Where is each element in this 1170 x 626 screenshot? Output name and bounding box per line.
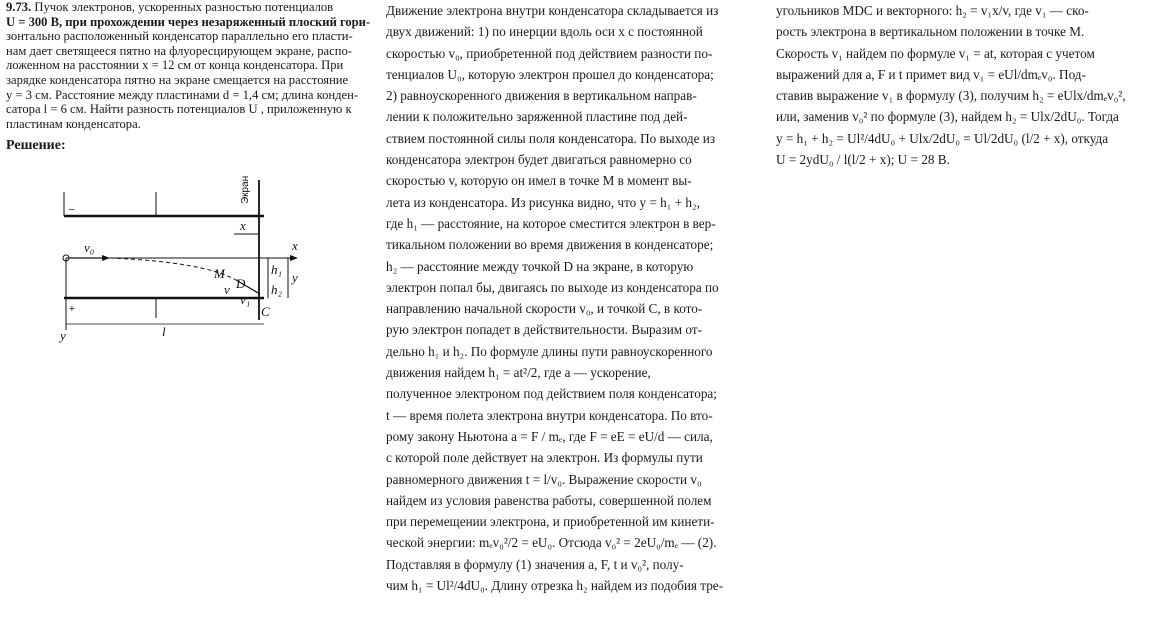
c2-line-15: рую электрон попадет в действительности. Выразим от- xyxy=(386,322,702,338)
solution-text-2 xyxy=(776,0,1164,170)
problem-line-3: зонтально расположенный конденсатор параллельно его пласти- xyxy=(6,29,353,44)
minus-sign: – xyxy=(69,204,75,215)
capacitor-diagram xyxy=(54,170,344,345)
v0-label: v₀ xyxy=(84,240,95,255)
screen-label: Экран xyxy=(240,175,251,204)
c2-line-24: при перемещении электрона, и приобретенной им кинети- xyxy=(386,514,715,530)
c2-line-13: электрон попал бы, двигаясь по выходе из конденсатора по xyxy=(386,279,719,295)
l-label: l xyxy=(162,324,166,339)
point-c-label: C xyxy=(261,304,270,319)
c2-line-3: тенциалов U₀, которую электрон прошел до конденсатора; xyxy=(386,66,714,82)
point-m-label: M xyxy=(214,266,225,281)
c2-line-10: где h₁ — расстояние, на которое сместится электрон в вер- xyxy=(386,215,716,231)
solution-column-1 xyxy=(386,0,758,596)
c2-line-22: равномерного движения t = l/v₀. Выражение скорости v₀ xyxy=(386,471,702,487)
c3-line-7: U = 2ydU₀ / l(l/2 + x); U = 28 В. xyxy=(776,152,950,168)
h1-label: h₁ xyxy=(271,262,283,277)
c2-line-11: тикальном положении во время движения в конденсаторе; xyxy=(386,237,714,253)
c3-line-0: угольников MDC и векторного: h₂ = v₁x/v, где v₁ — ско- xyxy=(776,3,1089,18)
y-dimension-label: y xyxy=(292,270,298,285)
problem-line-1: Пучок электронов, ускоренных разностью потенциалов xyxy=(34,0,334,14)
c2-line-1: двух движений: 1) по инерции вдоль оси x с постоянной xyxy=(386,24,703,40)
h2-label: h₂ xyxy=(271,282,283,297)
c2-line-27: чим h₁ = Ul²/4dU₀. Длину отрезка h₂ найдем из подобия тре- xyxy=(386,578,724,594)
c2-line-9: лета из конденсатора. Из рисунка видно, что y = h₁ + h₂, xyxy=(386,194,700,210)
c3-line-1: рость электрона в вертикальном положении в точке M. xyxy=(776,24,1085,40)
c2-line-19: t — время полета электрона внутри конденсатора. По вто- xyxy=(386,407,713,423)
v0-arrowhead xyxy=(102,255,110,261)
v1-label: v₁ xyxy=(240,292,251,307)
solution-heading: Решение: xyxy=(6,138,66,154)
c2-line-7: конденсатора электрон будет двигаться равномерно со xyxy=(386,152,692,168)
c2-line-16: дельно h₁ и h₂. По формуле длины пути равноускоренного xyxy=(386,343,713,359)
c2-line-26: Подставляя в формулу (1) значения a, F, t и v₀², полу- xyxy=(386,556,684,572)
c2-line-21: с которой поле действует на электрон. Из формулы пути xyxy=(386,450,703,466)
c2-line-8: скоростью v, которую он имел в точке M в момент вы- xyxy=(386,173,692,189)
c2-line-23: найдем из условия равенства работы, совершенной полем xyxy=(386,492,712,508)
c3-line-3: выражений для a, F и t примет вид v₁ = eUl/dmₑv₀. Под- xyxy=(776,66,1086,82)
problem-line-9: пластинам конденсатора. xyxy=(6,116,141,131)
c2-line-12: h₂ — расстояние между точкой D на экране, в которую xyxy=(386,258,694,274)
problem-number: 9.73. xyxy=(6,0,32,14)
plus-sign: + xyxy=(69,304,75,315)
c3-line-4: ставив выражение v₁ в формулу (3), получим h₂ = eUlx/dmₑv₀², xyxy=(776,88,1126,104)
c2-line-25: ческой энергии: mₑv₀²/2 = eU₀. Отсюда v₀² = 2eU₀/mₑ — (2). xyxy=(386,535,717,551)
problem-column xyxy=(6,0,371,154)
x-axis-label: x xyxy=(292,238,298,253)
problem-statement xyxy=(6,0,371,131)
c3-line-6: y = h₁ + h₂ = Ul²/4dU₀ + Ulx/2dU₀ = Ul/2dU₀ (l/2 + x), откуда xyxy=(776,130,1109,146)
problem-line-6: зарядке конденсатора пятно на экране смещается на расстояние xyxy=(6,72,349,87)
c3-line-5: или, заменив v₀² по формуле (3), найдем h₂ = Ulx/2dU₀. Тогда xyxy=(776,109,1119,125)
point-d-label: D xyxy=(236,276,246,291)
c2-line-14: направлению начальной скорости v₀, и точкой C, в кото- xyxy=(386,301,703,317)
v-label: v xyxy=(224,282,230,297)
c2-line-5: лении к положительно заряженной пластине под дей- xyxy=(386,109,688,125)
problem-line-8: сатора l = 6 см. Найти разность потенциалов U , приложенную к xyxy=(6,102,352,117)
problem-line-7: y = 3 см. Расстояние между пластинами d = 1,4 см; длина конден- xyxy=(6,87,359,102)
c2-line-4: 2) равноускоренного движения в вертикальном направ- xyxy=(386,88,697,104)
x-dimension-label: x xyxy=(240,218,246,233)
c2-line-17: движения найдем h₁ = at²/2, где a — ускорение, xyxy=(386,365,651,381)
c2-line-18: полученное электроном под действием поля конденсатора; xyxy=(386,386,717,402)
y-axis-label: y xyxy=(60,328,66,343)
solution-text-1 xyxy=(386,0,758,596)
solution-column-2 xyxy=(776,0,1164,170)
problem-line-5: ложенном на расстоянии x = 12 см от конца конденсатора. При xyxy=(6,58,344,73)
problem-line-4: нам дает светящееся пятно на флуоресцирующем экране, распо- xyxy=(6,43,352,58)
c2-line-2: скоростью v₀, приобретенной под действием разности по- xyxy=(386,45,713,61)
c2-line-0: Движение электрона внутри конденсатора складывается из xyxy=(386,3,719,18)
x-axis-arrow xyxy=(290,255,298,261)
problem-line-2: U = 300 В, при прохождении через незаряженный плоский гори- xyxy=(6,14,371,29)
c2-line-20: рому закону Ньютона a = F / mₑ, где F = eE = eU/d — сила, xyxy=(386,428,713,444)
c2-line-6: ствием постоянной силы поля конденсатора. По выходе из xyxy=(386,130,716,146)
c3-line-2: Скорость v₁ найдем по формуле v₁ = at, которая с учетом xyxy=(776,45,1095,61)
